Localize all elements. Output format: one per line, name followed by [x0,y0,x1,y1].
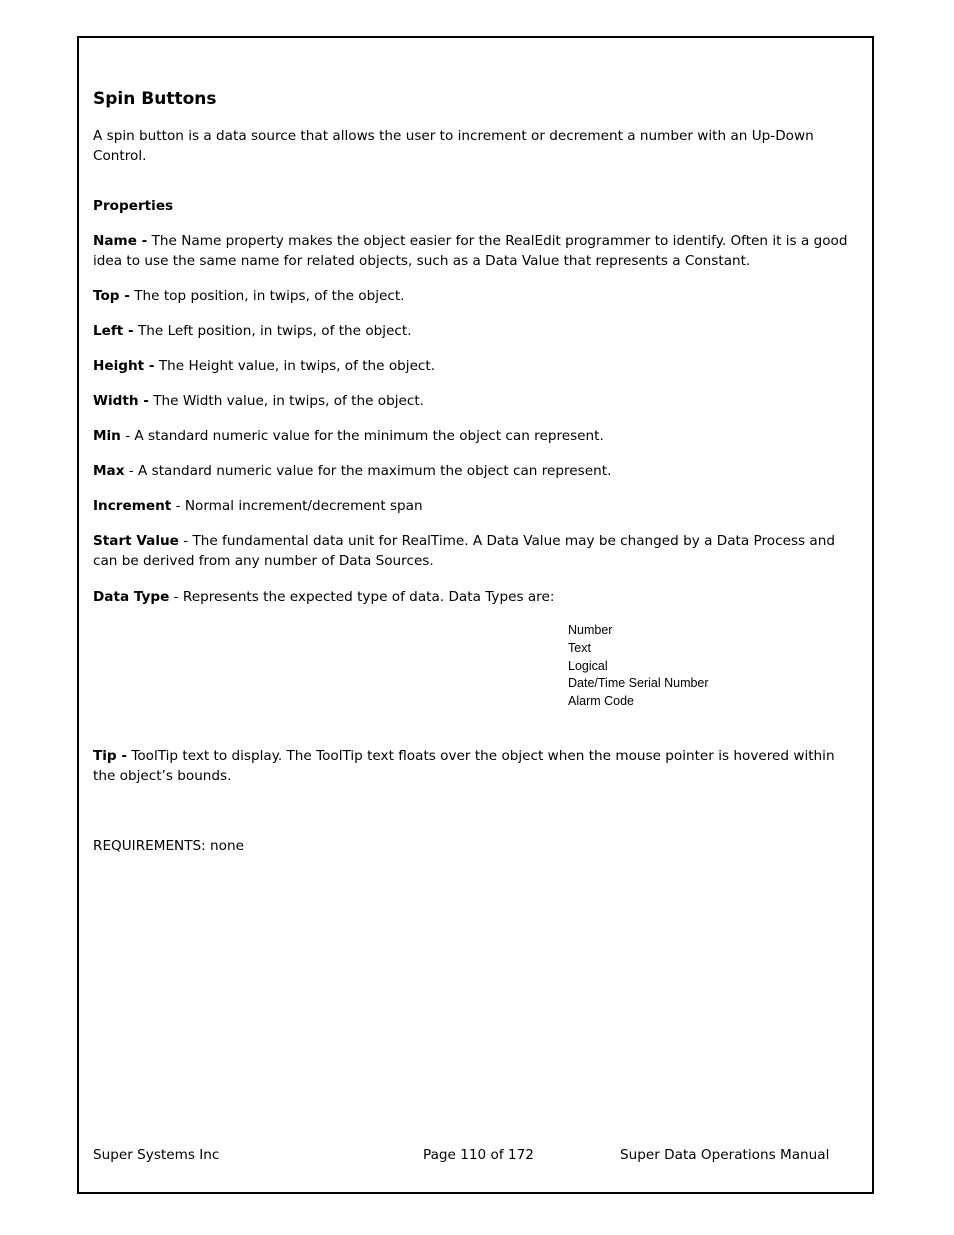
properties-heading: Properties [93,198,174,214]
property-term: Tip - [93,748,128,764]
property-term: Max [93,463,125,479]
footer-company: Super Systems Inc [93,1147,220,1163]
property-description: - A standard numeric value for the maximum the object can represent. [124,463,612,479]
property-term: Height - [93,358,155,374]
property-tip [93,746,861,786]
property-width [93,391,861,411]
footer-page-number: Page 110 of 172 [423,1147,534,1163]
property-description: The Name property makes the object easier for the RealEdit programmer to identify. Often it is a good idea to use the same name for related objects, such as a Data Value that represents a Constant. [93,233,848,269]
property-increment [93,496,861,516]
page-border [77,36,874,1194]
list-item: Text [568,640,591,655]
property-term: Min [93,428,121,444]
footer-manual-title: Super Data Operations Manual [620,1147,830,1163]
property-term: Left - [93,323,134,339]
property-description: The top position, in twips, of the object. [129,288,405,304]
property-name [93,231,861,271]
list-item: Logical [568,658,608,673]
property-min [93,426,861,446]
property-start-value [93,531,861,571]
property-height [93,356,861,376]
requirements-text: REQUIREMENTS: none [93,838,244,854]
list-item: Alarm Code [568,694,634,709]
property-description: The Height value, in twips, of the object. [154,358,436,374]
property-description: - Normal increment/decrement span [171,498,423,514]
property-description: - The fundamental data unit for RealTime. A Data Value may be changed by a Data Process and can be derived from any number of Data Sources. [93,533,836,569]
intro-paragraph: A spin button is a data source that allows the user to increment or decrement a number with an Up-Down Control. [93,128,814,164]
property-max [93,461,861,481]
data-types-list [568,622,709,711]
property-term: Data Type [93,589,170,605]
page-title: Spin Buttons [93,89,217,109]
property-term: Increment [93,498,172,514]
property-term: Top - [93,288,130,304]
property-term: Name - [93,233,148,249]
property-term: Width - [93,393,149,409]
list-item: Date/Time Serial Number [568,676,709,691]
property-data-type [93,587,861,607]
property-description: The Width value, in twips, of the object. [148,393,425,409]
property-term: Start Value [93,533,179,549]
property-description: The Left position, in twips, of the object. [133,323,412,339]
property-description: ToolTip text to display. The ToolTip text floats over the object when the mouse pointer is hovered within the object’s bounds. [93,748,835,784]
property-description: - Represents the expected type of data. Data Types are: [169,589,555,605]
property-left [93,321,861,341]
property-top [93,286,861,306]
property-description: - A standard numeric value for the minimum the object can represent. [120,428,604,444]
list-item: Number [568,623,613,637]
